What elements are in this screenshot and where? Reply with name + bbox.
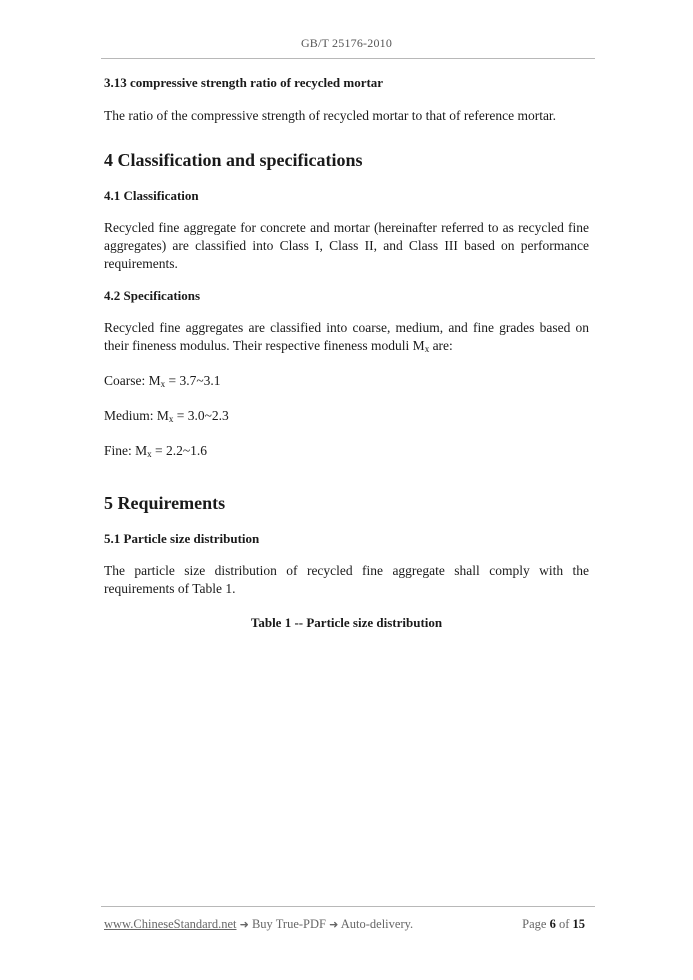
section-3-13-text: The ratio of the compressive strength of recycled mortar to that of reference mortar. <box>104 108 557 123</box>
footer-left <box>104 917 413 932</box>
header-divider <box>101 58 595 59</box>
grade-fine: Fine: $M_x$ = 2.2~1.6 <box>104 443 208 459</box>
section-5-title: 5 Requirements <box>104 493 226 513</box>
grade-medium: Medium: $M_x$ = 3.0~2.3 <box>104 408 229 424</box>
section-4-2-text: Recycled fine aggregates are classified into coarse, medium, and fine grades based on their fineness modulus. Their respective fineness moduli $M_x$ are: <box>104 320 589 354</box>
section-4-2-title: 4.2 Specifications <box>104 288 201 303</box>
buy-pdf-link[interactable]: Buy True-PDF <box>251 917 326 931</box>
section-4-1-text: Recycled fine aggregate for concrete and mortar (hereinafter referred to as recycled fine aggregates) are classified into Class I, Class II, and Class III based on performance requirements. <box>104 220 589 271</box>
page-current: 6 <box>549 917 556 931</box>
arrow-right-icon: ➜ <box>239 918 249 931</box>
page-content <box>104 74 589 632</box>
section-4-title: 4 Classification and specifications <box>104 150 363 170</box>
page-footer <box>104 917 585 932</box>
arrow-right-icon: ➜ <box>329 918 339 931</box>
footer-divider <box>101 906 595 907</box>
page-header: GB/T 25176-2010 <box>300 36 393 50</box>
page-total: 15 <box>572 917 585 931</box>
website-link[interactable]: www.ChineseStandard.net <box>104 917 237 931</box>
section-4-1-title: 4.1 Classification <box>104 188 199 203</box>
auto-delivery-text: Auto-delivery. <box>340 917 414 931</box>
page-number: Page 6 of 15 <box>522 917 585 931</box>
section-5-1-text: The particle size distribution of recycled fine aggregate shall comply with the requirements of Table 1. <box>104 563 589 596</box>
section-3-13-title: 3.13 compressive strength ratio of recycled mortar <box>104 75 384 90</box>
grade-coarse: Coarse: $M_x$ = 3.7~3.1 <box>104 373 221 389</box>
table-1-caption: Table 1 -- Particle size distribution <box>250 615 443 630</box>
section-5-1-title: 5.1 Particle size distribution <box>104 531 260 546</box>
